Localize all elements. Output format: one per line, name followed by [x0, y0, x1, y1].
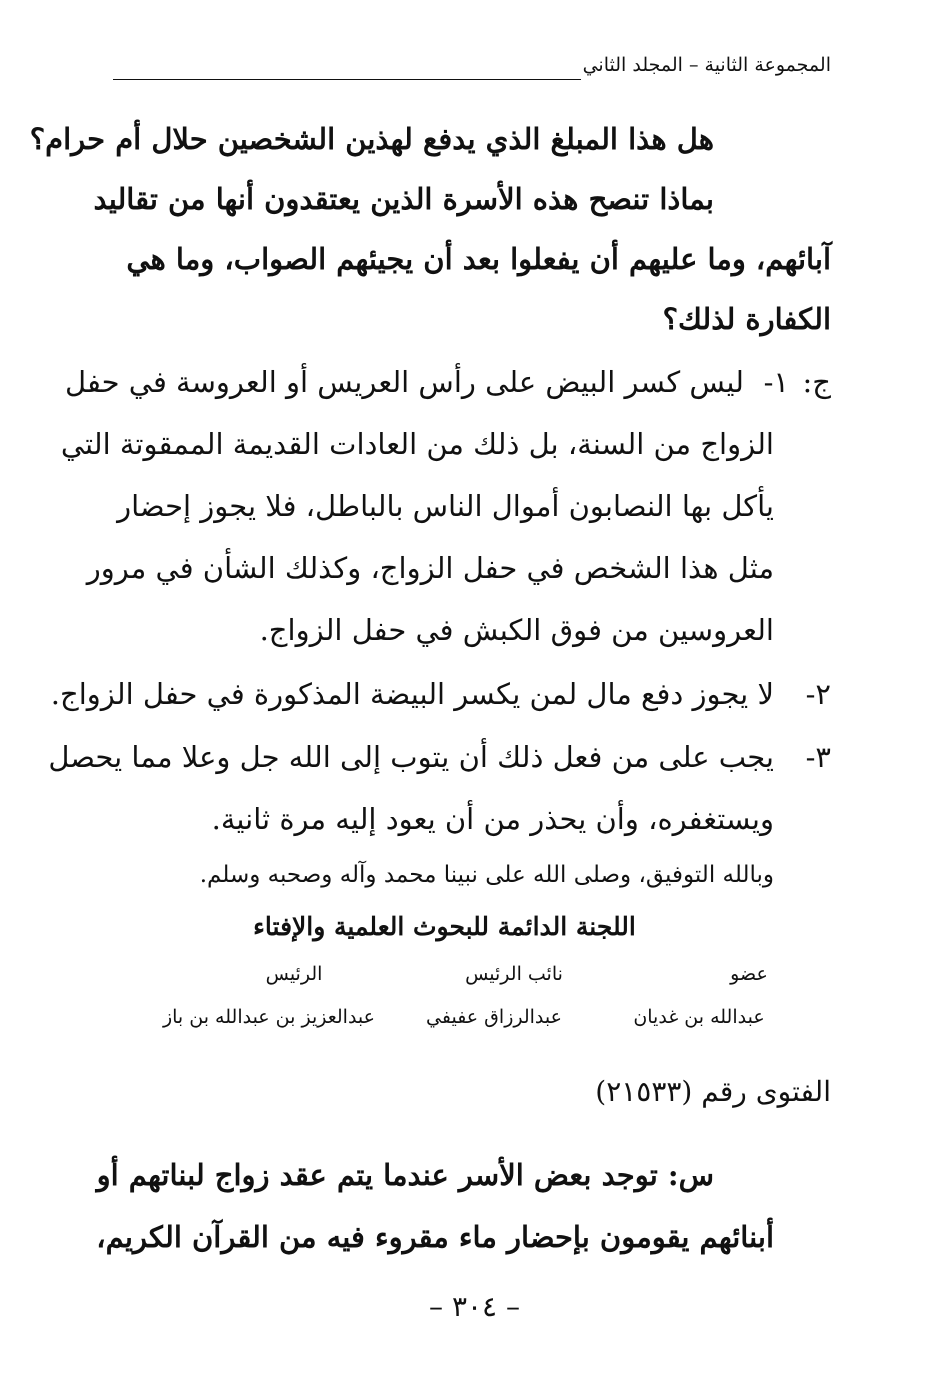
answer-item-3-line-2: ويستغفره، وأن يحذر من أن يعود إليه مرة ثانية.	[211, 802, 774, 836]
running-header	[113, 52, 831, 82]
answer-item-1-line-1: ليس كسر البيض على رأس العريس أو العروسة في حفل	[65, 365, 744, 399]
question2-line-2: أبنائهم يقومون بإحضار ماء مقروء فيه من القرآن الكريم،	[96, 1220, 774, 1254]
answer-item-1-line-3: يأكل بها النصابون أموال الناس بالباطل، فلا يجوز إحضار	[117, 489, 774, 523]
answer-item-2-number: ٢-	[805, 677, 831, 711]
signatory-name-member: عبدالله بن غديان	[633, 1006, 765, 1028]
answer-item-3-line-1: يجب على من فعل ذلك أن يتوب إلى الله جل وعلا مما يحصل	[48, 740, 774, 774]
signatory-role-vice-president: نائب الرئيس	[465, 963, 563, 985]
question-line-2: بماذا تنصح هذه الأسرة الذين يعتقدون أنها من تقاليد	[93, 182, 714, 216]
fatwa-number: الفتوى رقم (٢١٥٣٣)	[595, 1075, 831, 1108]
question2-line-1: س: توجد بعض الأسر عندما يتم عقد زواج لبناتهم أو	[96, 1158, 714, 1192]
page-number: – ٣٠٤ –	[429, 1290, 520, 1323]
closing-line: وبالله التوفيق، وصلى الله على نبينا محمد وآله وصحبه وسلم.	[199, 862, 774, 888]
answer-item-1-line-4: مثل هذا الشخص في حفل الزواج، وكذلك الشأن في مرور	[86, 551, 774, 585]
answer-item-1-line-5: العروسين من فوق الكبش في حفل الزواج.	[259, 613, 774, 647]
question-line-1: هل هذا المبلغ الذي يدفع لهذين الشخصين حلال أم حرام؟	[29, 122, 714, 156]
question-line-3: آبائهم، وما عليهم أن يفعلوا بعد أن يجيئهم الصواب، وما هي	[126, 242, 831, 276]
answer-item-2-text: لا يجوز دفع مال لمن يكسر البيضة المذكورة في حفل الزواج.	[50, 677, 774, 711]
answer-item-1-number: ١-	[763, 365, 789, 399]
header-rule	[113, 79, 581, 80]
question-line-4: الكفارة لذلك؟	[662, 302, 831, 336]
answer-item-3-number: ٣-	[805, 740, 831, 774]
signatory-name-vice-president: عبدالرزاق عفيفي	[426, 1006, 562, 1028]
answer-item-1-line-2: الزواج من السنة، بل ذلك من العادات القديمة الممقوتة التي	[60, 427, 774, 461]
signatory-name-president: عبدالعزيز بن عبدالله بن باز	[162, 1006, 376, 1028]
committee-title: اللجنة الدائمة للبحوث العلمية والإفتاء	[253, 912, 636, 941]
answer-label: ج:	[802, 365, 831, 399]
running-title: المجموعة الثانية – المجلد الثاني	[582, 54, 831, 76]
signatory-role-member: عضو	[730, 963, 768, 985]
signatory-role-president: الرئيس	[265, 963, 323, 985]
